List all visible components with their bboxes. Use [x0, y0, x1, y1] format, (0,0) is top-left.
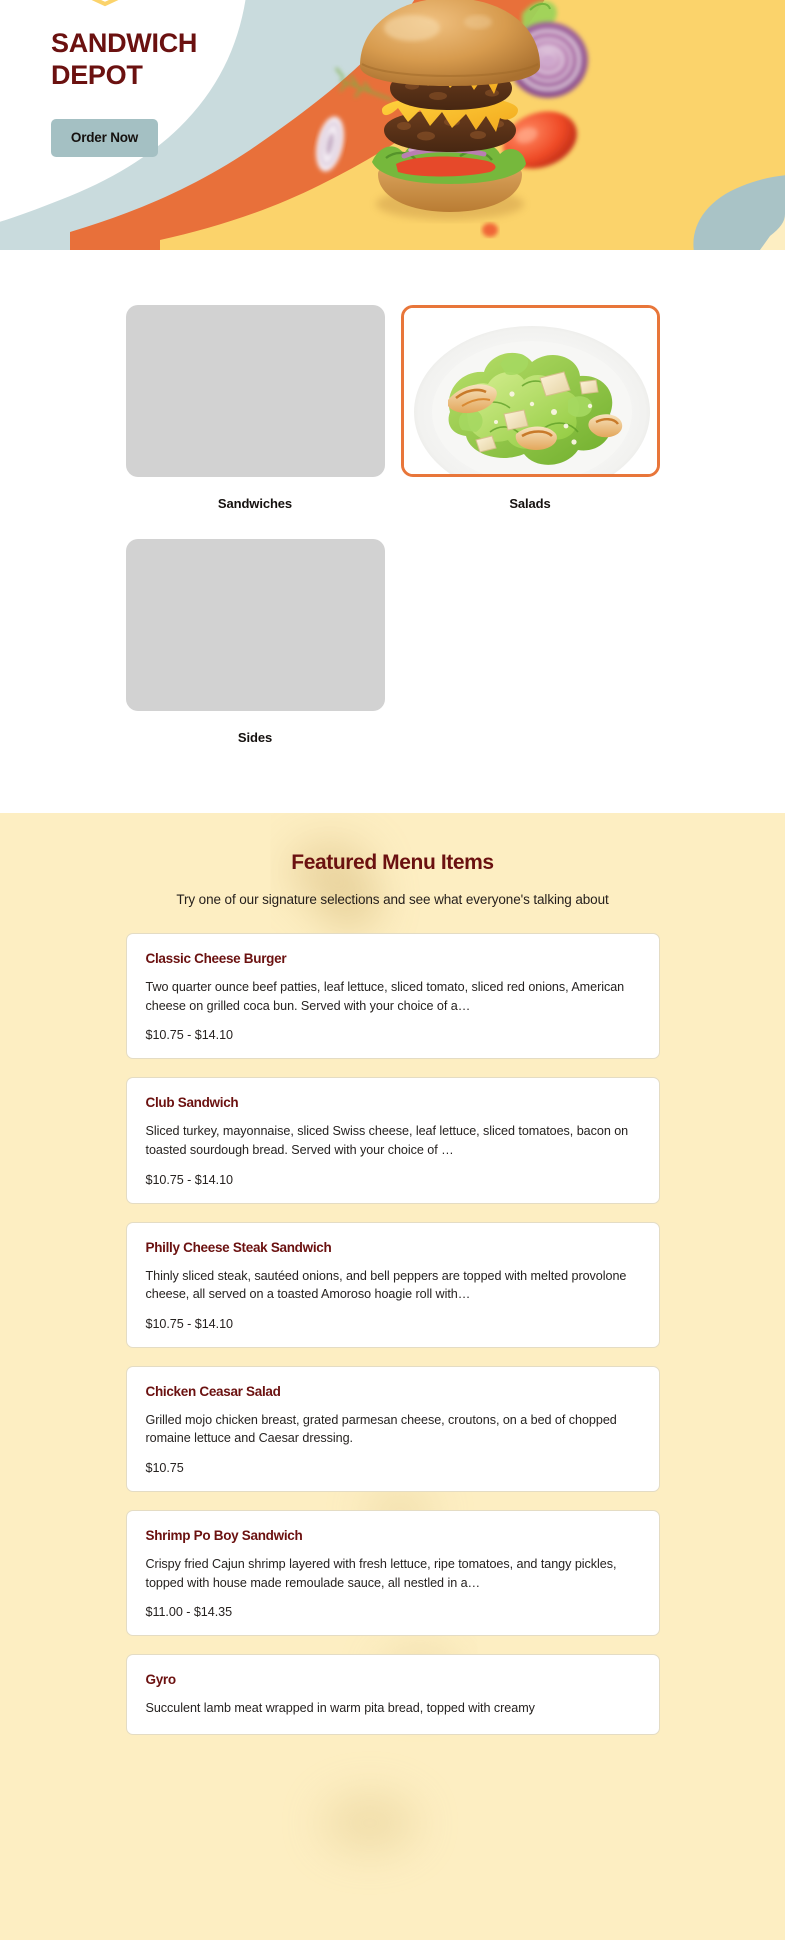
menu-item-list: [126, 933, 660, 1765]
menu-item-card[interactable]: [126, 1077, 660, 1203]
hero-banner: [0, 0, 785, 250]
menu-item-card[interactable]: [126, 1222, 660, 1348]
menu-item-name: Shrimp Po Boy Sandwich: [145, 1528, 303, 1543]
menu-item-price: $10.75 - $14.10: [145, 1316, 233, 1331]
category-card-sandwiches[interactable]: [126, 305, 385, 539]
category-thumbnail-placeholder[interactable]: [126, 539, 385, 711]
menu-item-description: Succulent lamb meat wrapped in warm pita bread, topped with creamy: [145, 1701, 535, 1716]
category-thumbnail-salad[interactable]: [401, 305, 660, 477]
order-now-button[interactable]: Order Now: [51, 119, 158, 157]
menu-item-description: Thinly sliced steak, sautéed onions, and bell peppers are topped with melted provolone cheese, all served on a toasted Amoroso hoagie roll with…: [145, 1268, 627, 1302]
category-grid: [126, 305, 660, 773]
menu-item-description: Two quarter ounce beef patties, leaf lettuce, sliced tomato, sliced red onions, American cheese on grilled coca bun. Served with your choice of a…: [145, 980, 625, 1013]
category-label: Sandwiches: [217, 496, 293, 511]
menu-item-name: Classic Cheese Burger: [145, 951, 287, 966]
menu-item-description: Crispy fried Cajun shrimp layered with fresh lettuce, ripe tomatoes, and tangy pickles, topped with house made remoulade sauce, all nestled in a…: [145, 1557, 617, 1590]
menu-item-price: $10.75 - $14.10: [145, 1028, 233, 1043]
featured-content: [0, 851, 785, 1765]
featured-menu-section: [0, 813, 785, 1940]
featured-subtitle: Try one of our signature selections and see what everyone's talking about: [176, 892, 609, 907]
menu-item-description: Grilled mojo chicken breast, grated parmesan cheese, croutons, on a bed of chopped romaine lettuce and Caesar dressing.: [145, 1412, 617, 1446]
featured-heading: Featured Menu Items: [291, 851, 494, 874]
menu-item-name: Gyro: [145, 1672, 176, 1688]
menu-item-name: Philly Cheese Steak Sandwich: [145, 1239, 332, 1255]
chevron-ornament-icon: [62, 0, 148, 21]
menu-item-card[interactable]: [126, 1366, 660, 1492]
category-card-sides[interactable]: [126, 539, 385, 773]
menu-item-name: Chicken Ceasar Salad: [145, 1383, 281, 1399]
brand-line-2: DEPOT: [51, 59, 143, 90]
menu-item-price: $10.75: [145, 1461, 184, 1475]
page-title: [51, 28, 197, 92]
category-label: Salads: [509, 496, 551, 511]
category-section: [0, 250, 785, 813]
menu-item-price: $10.75 - $14.10: [145, 1172, 233, 1187]
menu-item-price: $11.00 - $14.35: [145, 1605, 233, 1620]
menu-item-card[interactable]: [126, 1654, 660, 1735]
menu-item-card[interactable]: [126, 1510, 660, 1636]
category-card-salads[interactable]: [401, 305, 660, 539]
category-thumbnail-placeholder[interactable]: [126, 305, 385, 477]
caesar-salad-image: [404, 308, 657, 474]
brand-line-1: SANDWICH: [51, 28, 198, 58]
menu-item-name: Club Sandwich: [145, 1095, 239, 1111]
hero-content: [51, 28, 197, 157]
category-label: Sides: [237, 730, 273, 745]
hero-burger-image: [300, 0, 600, 242]
menu-item-description: Sliced turkey, mayonnaise, sliced Swiss cheese, leaf lettuce, sliced tomatoes, bacon on toasted sourdough bread. Served with your choice of …: [145, 1124, 629, 1157]
menu-item-card[interactable]: [126, 933, 660, 1059]
